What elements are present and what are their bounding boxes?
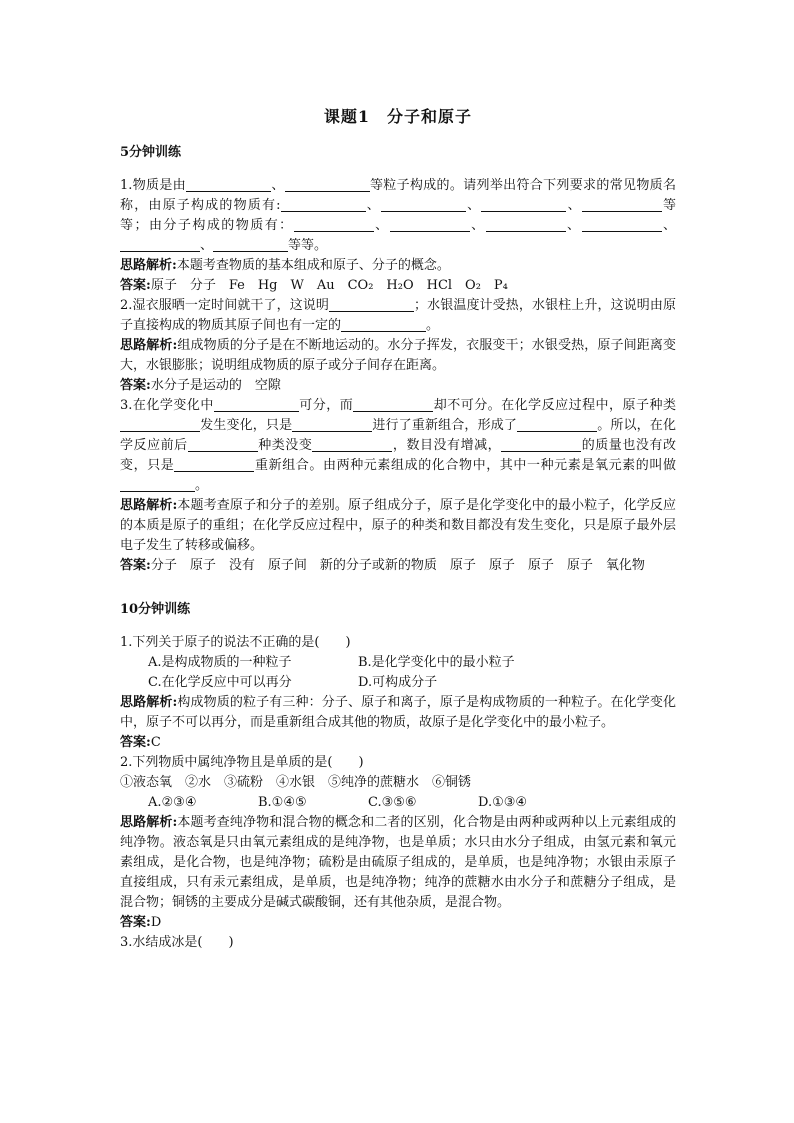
- answer-blank[interactable]: [120, 477, 195, 492]
- answer-blank[interactable]: [214, 397, 299, 412]
- question-1: 1.物质是由 、 等粒子构成的。请列举出符合下列要求的常见物质名称，由原子构成的物质有: 、 、 、 等等；由分子构成的物质有： 、 、 、 、、 等等。: [120, 178, 676, 253]
- answer-blank[interactable]: [188, 437, 258, 452]
- answer-blank[interactable]: [517, 417, 597, 432]
- problem-3-stem: 3.水结成冰是( ): [120, 935, 234, 950]
- answer-blank[interactable]: [186, 177, 271, 192]
- problem-1-options: [120, 653, 676, 673]
- answer-blank[interactable]: [341, 317, 426, 332]
- option-c[interactable]: C.在化学反应中可以再分: [148, 675, 292, 690]
- question-3: 3.在化学变化中 可分，而 却不可分。在化学反应过程中，原子种类发生变化，只是 进行了重新组合，形成了 。所以，在化学反应前后 种类没变 ，数目没有增减， 的质量也没有改变，只是 重新组合。由两种元素组成的化合物中，其中一种元素是氧元素的叫做。: [120, 398, 676, 493]
- answer: 答案:水分子是运动的 空隙: [120, 378, 281, 393]
- answer-blank[interactable]: [582, 217, 662, 232]
- option-c[interactable]: C.③⑤⑥: [368, 795, 417, 810]
- answer-blank[interactable]: [213, 237, 288, 252]
- question-2: 2.湿衣服晒一定时间就干了，这说明 ；水银温度计受热，水银柱上升，这说明由原子直接构成的物质其原子间也有一定的 。: [120, 298, 676, 333]
- answer-blank[interactable]: [486, 217, 566, 232]
- problem-1-options: [120, 673, 676, 693]
- answer-blank[interactable]: [281, 197, 366, 212]
- option-b[interactable]: B.是化学变化中的最小粒子: [358, 655, 515, 670]
- option-a[interactable]: A.是构成物质的一种粒子: [148, 655, 292, 670]
- analysis: 思路解析:本题考查物质的基本组成和原子、分子的概念。: [120, 258, 450, 273]
- analysis: 思路解析:本题考查原子和分子的差别。原子组成分子，原子是化学变化中的最小粒子，化学反应的本质是原子的重组；在化学反应过程中，原子的种类和数目都没有发生变化，只是原子最外层电子发生了转移或偏移。: [120, 498, 676, 553]
- answer-blank[interactable]: [285, 177, 370, 192]
- document-page: [120, 104, 676, 953]
- answer-blank[interactable]: [120, 237, 200, 252]
- section-heading-5min: 5分钟训练: [120, 145, 182, 160]
- option-d[interactable]: D.①③④: [478, 795, 528, 810]
- option-d[interactable]: D.可构成分子: [358, 675, 438, 690]
- option-b[interactable]: B.①④⑤: [258, 795, 307, 810]
- problem-1-stem: 1.下列关于原子的说法不正确的是( ): [120, 635, 351, 650]
- page-title: 课题1 分子和原子: [323, 107, 473, 126]
- problem-2-items: ①液态氧 ②水 ③硫粉 ④水银 ⑤纯净的蔗糖水 ⑥铜锈: [120, 775, 472, 790]
- answer: 答案:C: [120, 735, 161, 750]
- answer-blank[interactable]: [353, 397, 433, 412]
- answer-blank[interactable]: [481, 197, 566, 212]
- option-a[interactable]: A.②③④: [148, 795, 197, 810]
- answer-blank[interactable]: [174, 457, 254, 472]
- analysis: 思路解析:构成物质的粒子有三种：分子、原子和离子，原子是构成物质的一种粒子。在化学变化中，原子不可以再分，而是重新组合成其他的物质，故原子是化学变化中的最小粒子。: [120, 695, 676, 730]
- problem-2-stem: 2.下列物质中属纯净物且是单质的是( ): [120, 755, 364, 770]
- answer-blank[interactable]: [294, 217, 374, 232]
- answer-blank[interactable]: [501, 437, 581, 452]
- answer-blank[interactable]: [292, 417, 372, 432]
- answer: 答案:原子 分子 Fe Hg W Au CO₂ H₂O HCl O₂ P₄: [120, 278, 508, 293]
- problem-2-options: [120, 793, 676, 813]
- analysis: 思路解析:组成物质的分子是在不断地运动的。水分子挥发，衣服变干；水银受热，原子间距离变大，水银膨胀；说明组成物质的原子或分子间存在距离。: [120, 338, 676, 373]
- answer-blank[interactable]: [381, 197, 466, 212]
- section-heading-10min: 10分钟训练: [120, 602, 191, 617]
- answer-blank[interactable]: [329, 297, 414, 312]
- answer: 答案:D: [120, 915, 162, 930]
- answer-blank[interactable]: [582, 197, 662, 212]
- answer-blank[interactable]: [390, 217, 470, 232]
- answer: 答案:分子 原子 没有 原子间 新的分子或新的物质 原子 原子 原子 原子 氧化物: [120, 558, 645, 573]
- answer-blank[interactable]: [312, 437, 392, 452]
- analysis: 思路解析:本题考查纯净物和混合物的概念和二者的区别，化合物是由两种或两种以上元素组成的纯净物。液态氧是只由氧元素组成的是纯净物，也是单质；水只由水分子组成，由氢元素和氧元素组成，是化合物，也是纯净物；硫粉是由硫原子组成的，是单质，也是纯净物；水银由汞原子直接组成，只有汞元素组成，是单质，也是纯净物；纯净的蔗糖水由水分子和蔗糖分子组成，是混合物；铜锈的主要成分是碱式碳酸铜，还有其他杂质，是混合物。: [120, 815, 676, 910]
- answer-blank[interactable]: [120, 417, 200, 432]
